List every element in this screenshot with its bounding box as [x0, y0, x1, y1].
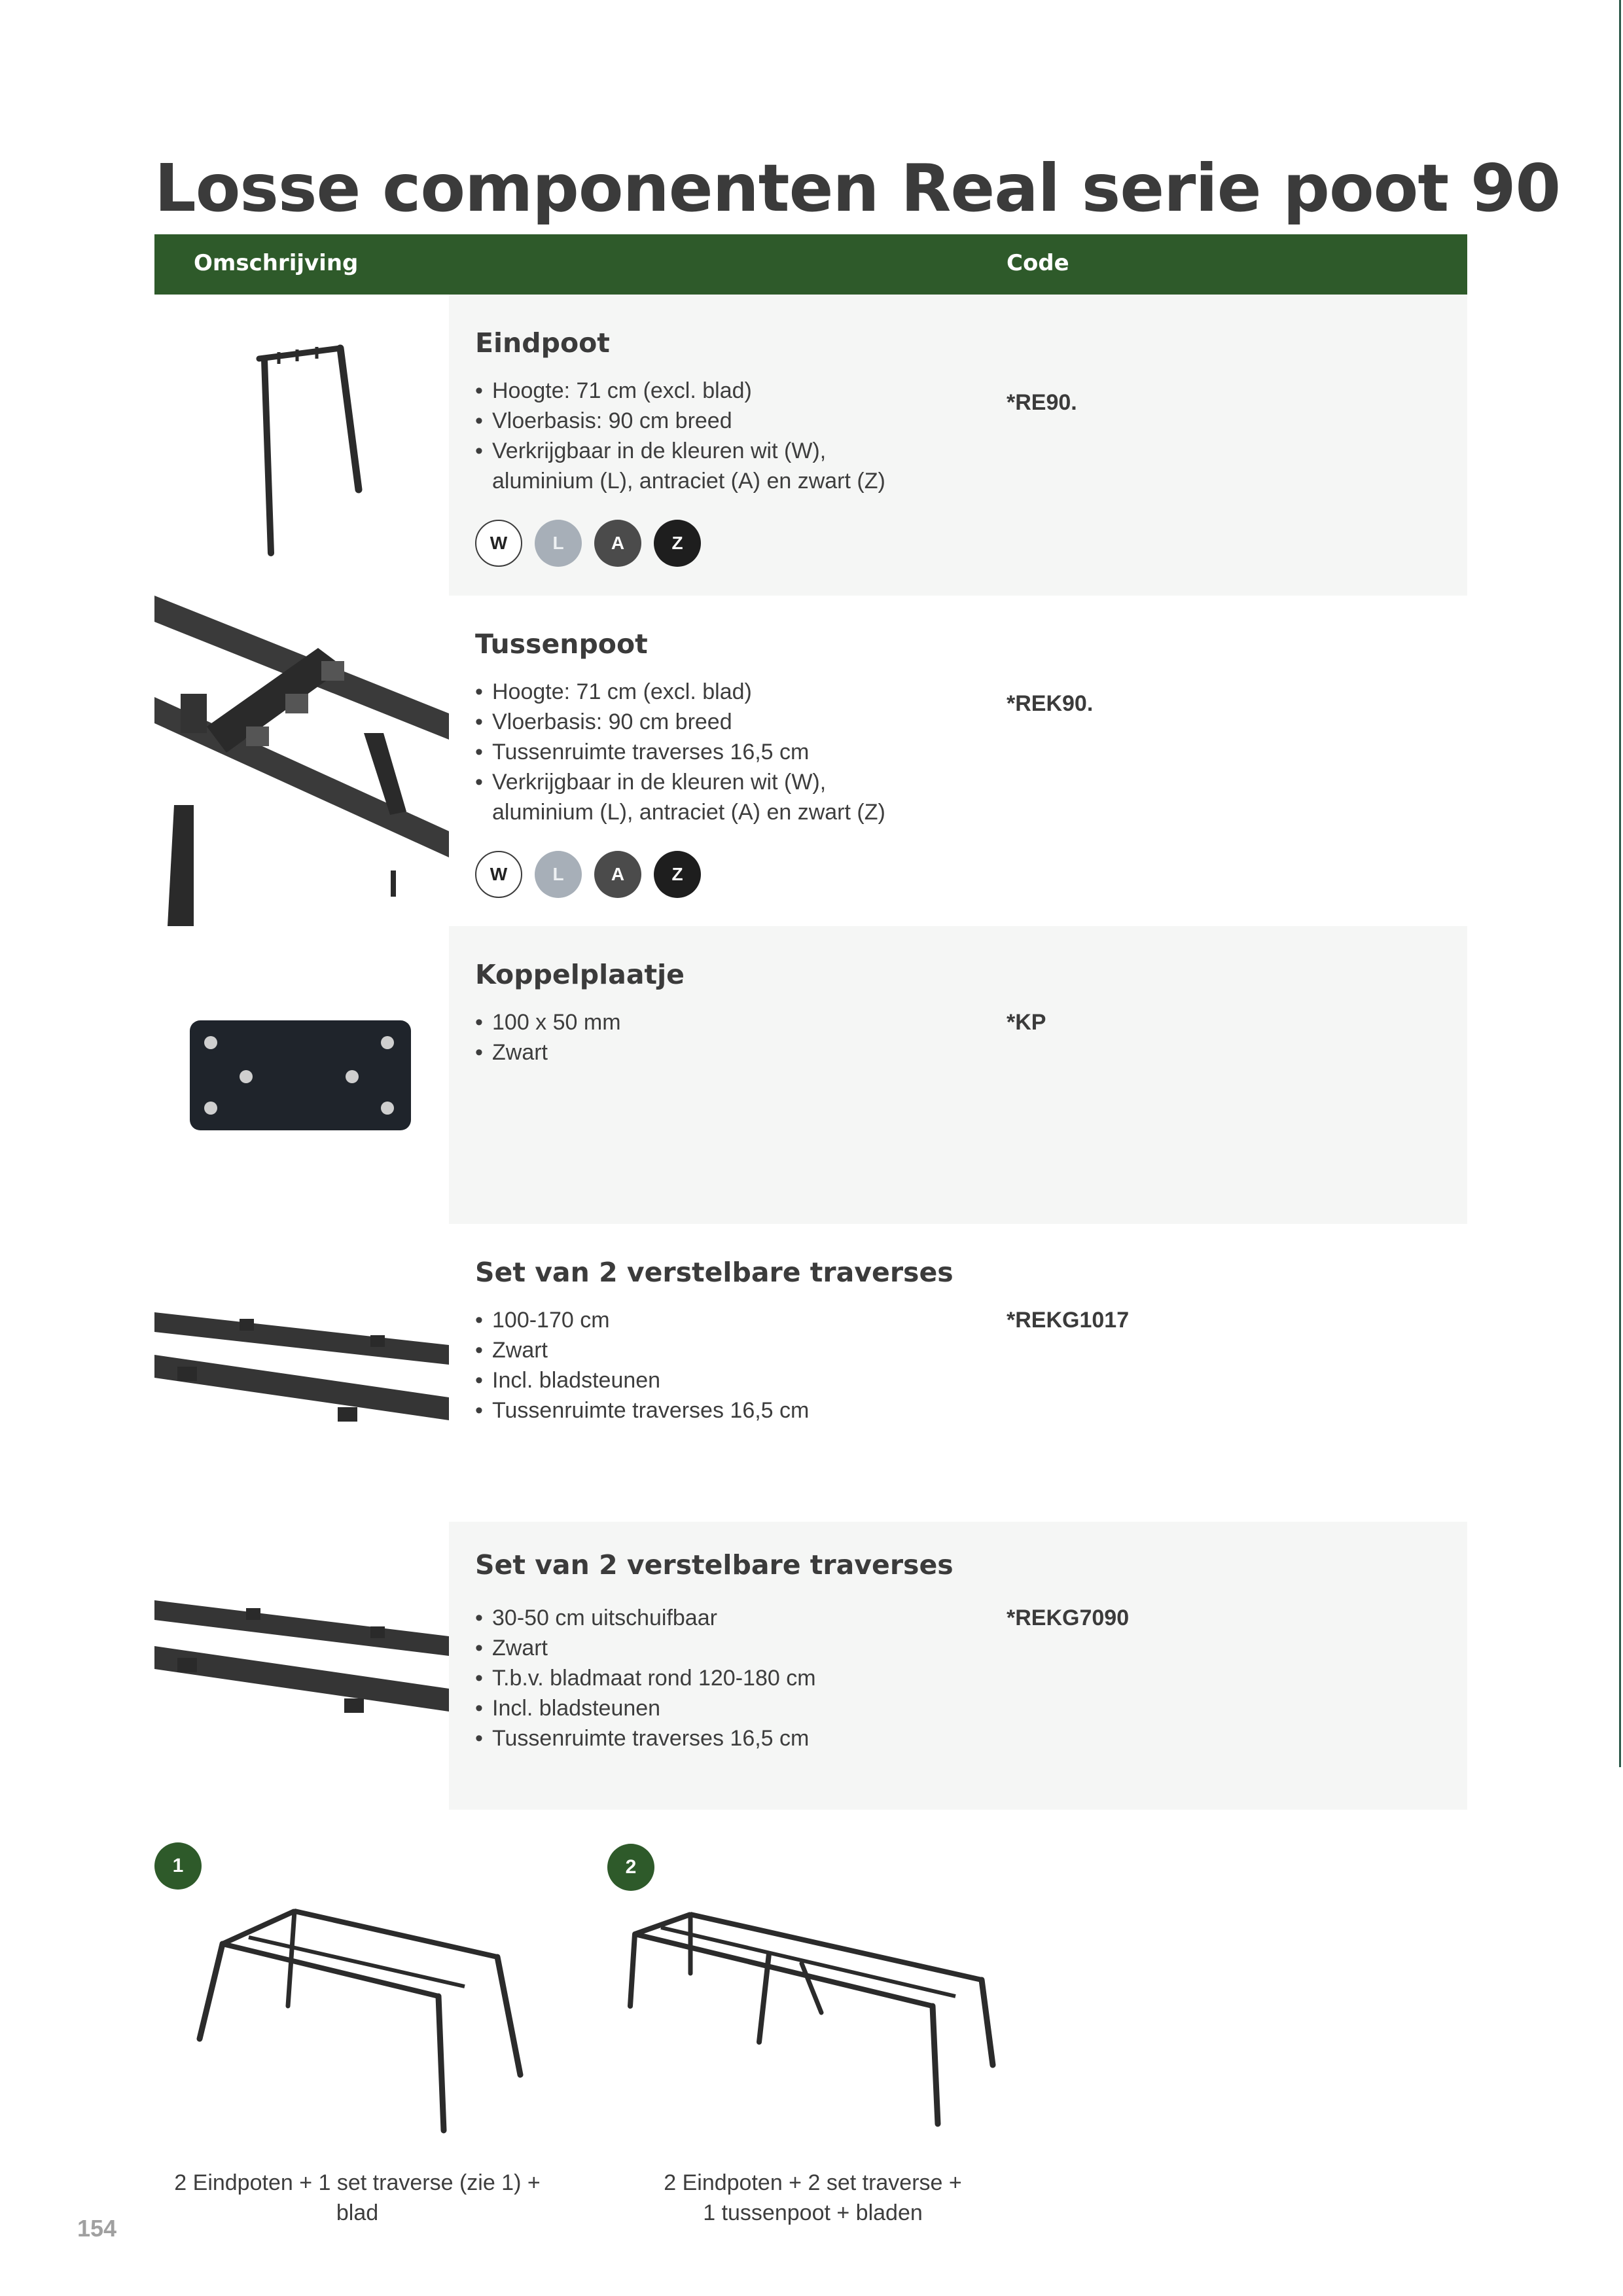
spec-item: • 100 x 50 mm — [475, 1007, 621, 1037]
spec-item: • Incl. bladsteunen — [475, 1693, 816, 1723]
config-2-caption — [603, 2168, 1022, 2228]
spec-item: • Tussenruimte traverses 16,5 cm — [475, 1395, 809, 1426]
traverses-drawing — [154, 1224, 449, 1522]
color-swatch-antraciet: A — [594, 851, 641, 898]
caption-line: 2 Eindpoten + 2 set traverse + — [664, 2170, 962, 2195]
spec-item: • Incl. bladsteunen — [475, 1365, 809, 1395]
spec-item: • Zwart — [475, 1335, 809, 1365]
koppelplaatje-image — [154, 926, 449, 1224]
config-1-caption — [148, 2168, 567, 2228]
table-row — [154, 295, 1467, 596]
page-number: 154 — [77, 2215, 117, 2242]
product-name: Set van 2 verstelbare traverses — [475, 1549, 954, 1581]
caption-line: blad — [336, 2200, 379, 2225]
traverses-image — [154, 1522, 449, 1810]
color-swatch-white: W — [475, 520, 522, 567]
header-code: Code — [1007, 250, 1069, 276]
spec-item: • Zwart — [475, 1037, 621, 1067]
product-specs — [475, 677, 885, 827]
spec-item: • Vloerbasis: 90 cm breed — [475, 707, 885, 737]
color-swatch-zwart: Z — [654, 851, 701, 898]
color-swatch-zwart: Z — [654, 520, 701, 567]
color-swatch-antraciet: A — [594, 520, 641, 567]
product-name: Tussenpoot — [475, 628, 648, 660]
product-code: *KP — [1007, 1010, 1046, 1035]
color-swatch-white: W — [475, 851, 522, 898]
spec-item: • Vloerbasis: 90 cm breed — [475, 406, 885, 436]
spec-item-continuation: aluminium (L), antraciet (A) en zwart (Z) — [492, 469, 885, 493]
caption-line: 1 tussenpoot + bladen — [703, 2200, 923, 2225]
product-code: *REKG7090 — [1007, 1605, 1130, 1630]
header-description: Omschrijving — [194, 250, 359, 276]
table-row — [154, 596, 1467, 926]
caption-line: 2 Eindpoten + 1 set traverse (zie 1) + — [174, 2170, 541, 2195]
spec-item: • Verkrijgbaar in de kleuren wit (W), — [475, 436, 885, 466]
spec-item: • Verkrijgbaar in de kleuren wit (W), — [475, 767, 885, 797]
table-header — [154, 234, 1467, 295]
spec-item: • 30-50 cm uitschuifbaar — [475, 1603, 816, 1633]
product-specs — [475, 1305, 809, 1426]
spec-item: • Tussenruimte traverses 16,5 cm — [475, 737, 885, 767]
product-code: *RE90. — [1007, 390, 1077, 415]
eindpoot-image — [154, 295, 449, 596]
page-title: Losse componenten Real serie poot 90 — [154, 150, 1561, 226]
spec-item: • T.b.v. bladmaat rond 120-180 cm — [475, 1663, 816, 1693]
config-badge-1: 1 — [154, 1842, 202, 1890]
spec-item-continuation: aluminium (L), antraciet (A) en zwart (Z) — [492, 800, 885, 825]
product-name: Set van 2 verstelbare traverses — [475, 1257, 954, 1288]
spec-item: • Hoogte: 71 cm (excl. blad) — [475, 677, 885, 707]
table-row — [154, 1224, 1467, 1522]
product-name: Koppelplaatje — [475, 959, 685, 990]
config-1-drawing — [190, 1898, 530, 2140]
config-badge-2: 2 — [607, 1844, 654, 1891]
spec-item: • 100-170 cm — [475, 1305, 809, 1335]
color-swatches — [475, 520, 701, 567]
spec-item: • Zwart — [475, 1633, 816, 1663]
product-specs — [475, 1603, 816, 1753]
product-name: Eindpoot — [475, 327, 610, 359]
table-row — [154, 1522, 1467, 1810]
product-code: *REK90. — [1007, 691, 1094, 716]
koppelplaatje-drawing — [154, 926, 449, 1224]
eindpoot-drawing — [154, 295, 449, 596]
spec-item: • Hoogte: 71 cm (excl. blad) — [475, 376, 885, 406]
product-code: *REKG1017 — [1007, 1308, 1130, 1333]
color-swatch-aluminium: L — [535, 520, 582, 567]
config-2-drawing — [625, 1901, 998, 2137]
tussenpoot-image — [154, 596, 449, 926]
spec-item: • Tussenruimte traverses 16,5 cm — [475, 1723, 816, 1753]
table-row — [154, 926, 1467, 1224]
color-swatches — [475, 851, 701, 898]
traverses-drawing — [154, 1522, 449, 1810]
product-specs — [475, 1007, 621, 1067]
page-edge-line — [1619, 0, 1621, 1767]
tussenpoot-drawing — [154, 596, 449, 926]
traverses-image — [154, 1224, 449, 1522]
color-swatch-aluminium: L — [535, 851, 582, 898]
product-specs — [475, 376, 885, 496]
